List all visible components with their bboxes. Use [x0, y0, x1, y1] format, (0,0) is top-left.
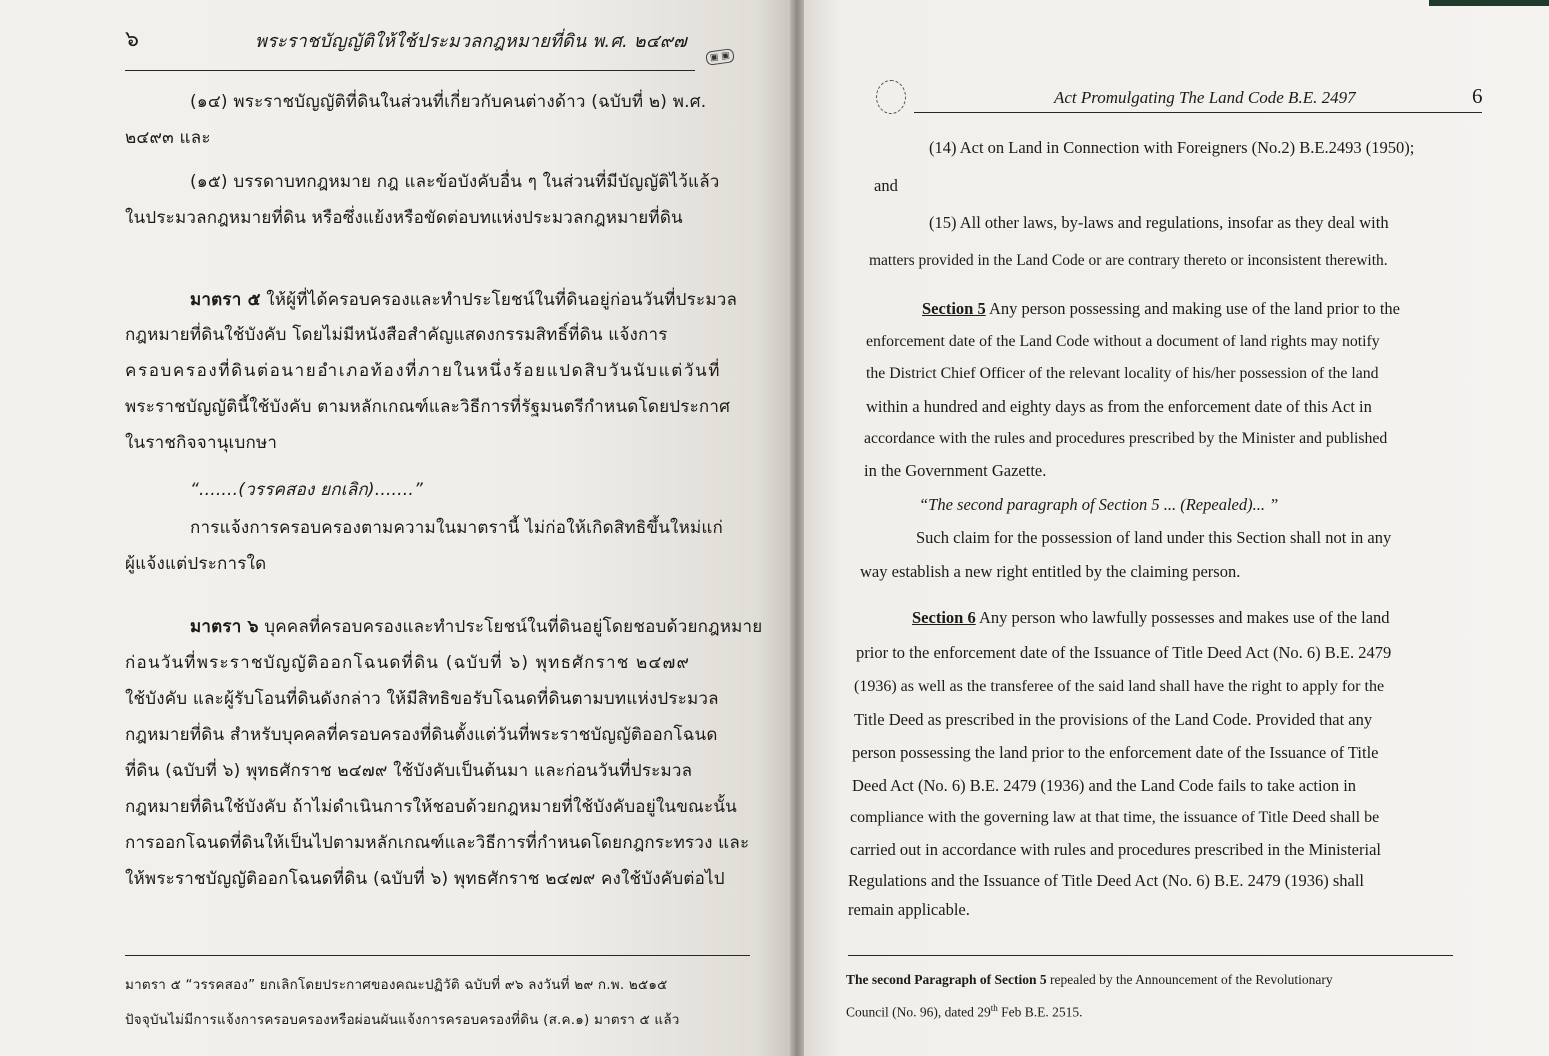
section-6-line-4: กฎหมายที่ดิน สำหรับบุคคลที่ครอบครองที่ดินตั้งแต่วันที่พระราชบัญญัติออกโฉนด — [125, 725, 718, 745]
section-5-line-4: พระราชบัญญัตินี้ใช้บังคับ ตามหลักเกณฑ์และวิธีการที่รัฐมนตรีกำหนดโดยประกาศ — [125, 397, 731, 417]
section-6-line-9: Regulations and the Issuance of Title Deed Act (No. 6) B.E. 2479 (1936) shall — [848, 871, 1365, 890]
item-14-line-1: (14) Act on Land in Connection with Foreigners (No.2) B.E.2493 (1950); — [929, 138, 1415, 157]
section-6-line-7: compliance with the governing law at that time, the issuance of Title Deed shall be — [850, 809, 1380, 826]
section-5-line-5: ในราชกิจจานุเบกษา — [125, 433, 278, 453]
library-stamp: ▣ ▣ — [705, 48, 735, 66]
section-6-line-8: ให้พระราชบัญญัติออกโฉนดที่ดิน (ฉบับที่ ๖) พุทธศักราช ๒๔๗๙ คงใช้บังคับต่อไป — [125, 869, 725, 889]
section-6-line-5: person possessing the land prior to the enforcement date of the Issuance of Title — [852, 743, 1379, 762]
section-6-line-10: remain applicable. — [848, 900, 970, 919]
footnote-line-2: ปัจจุบันไม่มีการแจ้งการครอบครองหรือผ่อนผันแจ้งการครอบครองที่ดิน (ส.ค.๑) มาตรา ๕ แล้ว — [125, 1012, 680, 1028]
section-6-line-6: Deed Act (No. 6) B.E. 2479 (1936) and the Land Code fails to take action in — [852, 776, 1357, 795]
section-6-line-4: Title Deed as prescribed in the provisions of the Land Code. Provided that any — [854, 710, 1373, 729]
section-5-line-6: in the Government Gazette. — [864, 461, 1047, 480]
section-6-line-2: ก่อนวันที่พระราชบัญญัติออกโฉนดที่ดิน (ฉบับที่ ๖) พุทธศักราช ๒๔๗๙ — [125, 653, 691, 673]
section-5-repealed-note: “The second paragraph of Section 5 ... (Repealed)... ” — [919, 495, 1279, 514]
item-14-line-2: and — [874, 176, 898, 195]
section-6-line-1: มาตรา ๖ บุคคลที่ครอบครองและทำประโยชน์ในที่ดินอยู่โดยชอบด้วยกฎหมาย — [190, 617, 763, 637]
section-5-claim-line-1: Such claim for the possession of land under this Section shall not in any — [916, 528, 1392, 547]
book-spine — [790, 0, 804, 1056]
item-15-line-1: (15) All other laws, by-laws and regulations, insofar as they deal with — [929, 213, 1389, 232]
item-15-line-2: ในประมวลกฎหมายที่ดิน หรือซึ่งแย้งหรือขัดต่อบทแห่งประมวลกฎหมายที่ดิน — [125, 208, 683, 228]
section-6-line-3: ใช้บังคับ และผู้รับโอนที่ดินดังกล่าว ให้มีสิทธิขอรับโฉนดที่ดินตามบทแห่งประมวล — [125, 689, 719, 709]
section-5-line-5: accordance with the rules and procedures prescribed by the Minister and published — [864, 430, 1388, 447]
section-6-line-8: carried out in accordance with rules and procedures prescribed in the Ministerial — [850, 840, 1381, 859]
item-14-line-1: (๑๔) พระราชบัญญัติที่ดินในส่วนที่เกี่ยวกับคนต่างด้าว (ฉบับที่ ๒) พ.ศ. — [190, 92, 707, 112]
header-rule — [125, 70, 695, 71]
section-5-claim-line-1: การแจ้งการครอบครองตามความในมาตรานี้ ไม่ก่อให้เกิดสิทธิขึ้นใหม่แก่ — [190, 518, 724, 538]
section-5-label: Section 5 — [922, 299, 986, 318]
footnote-rule — [125, 955, 750, 956]
section-5-line-1: มาตรา ๕ ให้ผู้ที่ได้ครอบครองและทำประโยชน์ในที่ดินอยู่ก่อนวันที่ประมวล — [190, 290, 738, 310]
section-6-line-2: prior to the enforcement date of the Issuance of Title Deed Act (No. 6) B.E. 2479 — [856, 643, 1392, 662]
footnote-line-1: The second Paragraph of Section 5 repealed by the Announcement of the Revolutionary — [846, 972, 1333, 987]
corner-mark — [1429, 0, 1549, 6]
section-5-line-3: the District Chief Officer of the relevant locality of his/her possession of the land — [866, 365, 1379, 382]
section-6-line-3: (1936) as well as the transferee of the said land shall have the right to apply for the — [854, 678, 1385, 695]
footnote-line-1: มาตรา ๕ “วรรคสอง” ยกเลิกโดยประกาศของคณะปฏิวัติ ฉบับที่ ๙๖ ลงวันที่ ๒๙ ก.พ. ๒๕๑๕ — [125, 977, 668, 993]
section-5-line-3: ครอบครองที่ดินต่อนายอำเภอท้องที่ภายในหนึ่งร้อยแปดสิบวันนับแต่วันที่ — [125, 361, 722, 381]
section-5-line-4: within a hundred and eighty days as from the enforcement date of this Act in — [866, 397, 1372, 416]
running-header: Act Promulgating The Land Code B.E. 2497 — [1054, 88, 1356, 107]
item-15-line-2: matters provided in the Land Code or are contrary thereto or inconsistent therewith. — [869, 252, 1388, 269]
section-5-claim-line-2: ผู้แจ้งแต่ประการใด — [125, 554, 267, 574]
section-6-line-6: กฎหมายที่ดินใช้บังคับ ถ้าไม่ดำเนินการให้ชอบด้วยกฎหมายที่ใช้บังคับอยู่ในขณะนั้น — [125, 797, 737, 817]
footnote-line-2: Council (No. 96), dated 29th Feb B.E. 2515. — [846, 1003, 1083, 1020]
section-5-line-2: enforcement date of the Land Code without a document of land rights may notify — [866, 333, 1380, 350]
page-number: ๖ — [125, 27, 140, 52]
section-6-line-5: ที่ดิน (ฉบับที่ ๖) พุทธศักราช ๒๔๗๙ ใช้บังคับเป็นต้นมา และก่อนวันที่ประมวล — [125, 761, 693, 781]
section-5-claim-line-2: way establish a new right entitled by the claiming person. — [860, 562, 1241, 581]
section-5-repealed-note: “.......(วรรคสอง ยกเลิก).......” — [190, 480, 423, 500]
section-6-line-1: Section 6 Any person who lawfully possesses and makes use of the land — [912, 608, 1390, 627]
page-number: 6 — [1472, 84, 1483, 108]
header-rule — [914, 112, 1482, 113]
section-5-line-1: Section 5 Any person possessing and making use of the land prior to the — [922, 299, 1400, 318]
section-6-line-7: การออกโฉนดที่ดินให้เป็นไปตามหลักเกณฑ์และวิธีการที่กำหนดโดยกฎกระทรวง และ — [125, 833, 750, 853]
section-6-label: มาตรา ๖ — [190, 617, 259, 637]
running-header: พระราชบัญญัติให้ใช้ประมวลกฎหมายที่ดิน พ.ศ. ๒๔๙๗ — [255, 31, 687, 52]
section-6-label: Section 6 — [912, 608, 976, 627]
section-5-label: มาตรา ๕ — [190, 290, 261, 310]
footnote-rule — [848, 955, 1453, 956]
item-15-line-1: (๑๕) บรรดาบทกฎหมาย กฎ และข้อบังคับอื่น ๆ ในส่วนที่มีบัญญัติไว้แล้ว — [190, 172, 720, 192]
section-5-line-2: กฎหมายที่ดินใช้บังคับ โดยไม่มีหนังสือสำคัญแสดงกรรมสิทธิ์ที่ดิน แจ้งการ — [125, 325, 668, 345]
right-page-english — [804, 0, 1549, 1056]
item-14-line-2: ๒๔๙๓ และ — [125, 128, 211, 148]
emblem-icon — [876, 80, 906, 114]
